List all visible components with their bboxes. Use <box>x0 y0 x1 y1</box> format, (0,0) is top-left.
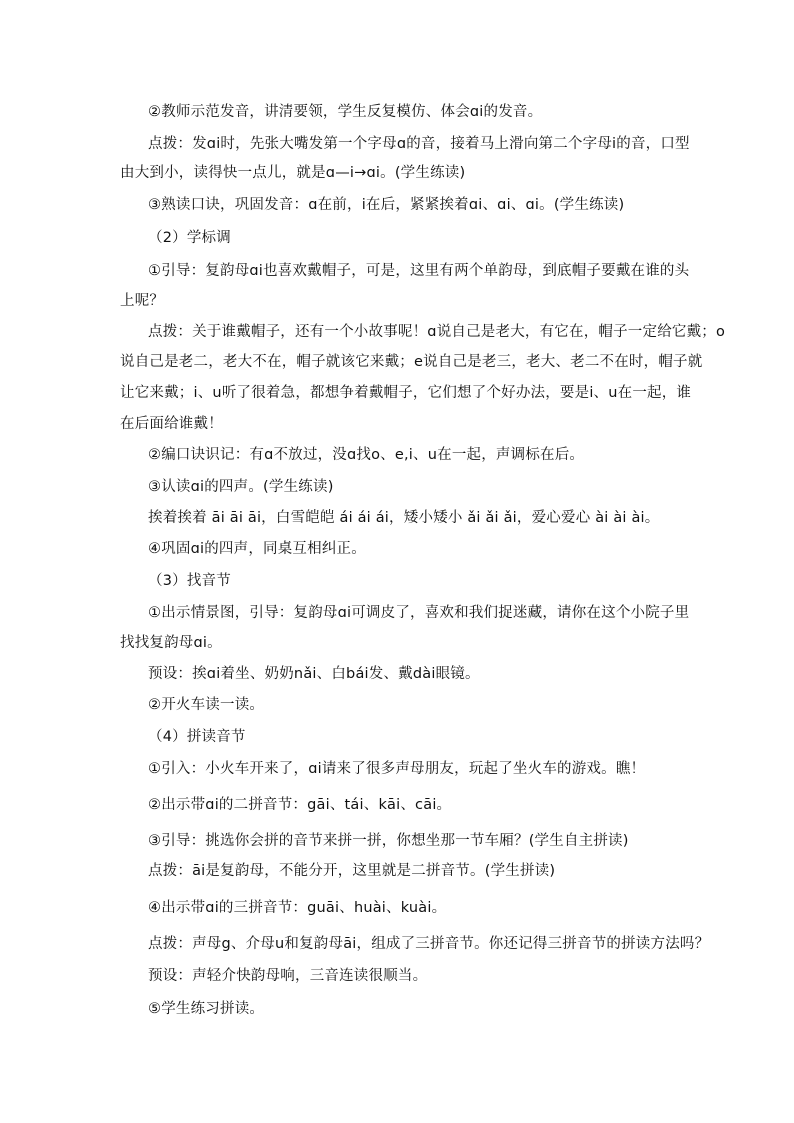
text-line: 预设：挨ɑi着坐、奶奶nǎi、白bái发、戴dài眼镜。 <box>148 666 480 682</box>
text-line: ①引导：复韵母ɑi也喜欢戴帽子，可是，这里有两个单韵母，到底帽子要戴在谁的头 <box>148 263 690 279</box>
text-line: 点拨：发ɑi时，先张大嘴发第一个字母ɑ的音，接着马上滑向第二个字母i的音，口型 <box>148 136 690 152</box>
text-line: 点拨：āi是复韵母，不能分开，这里就是二拼音节。(学生拼读) <box>148 863 556 879</box>
text-line: ①引入：小火车开来了，ɑi请来了很多声母朋友，玩起了坐火车的游戏。瞧！ <box>148 761 646 777</box>
section-heading: （3）找音节 <box>148 573 231 589</box>
section-heading: （4）拼读音节 <box>148 729 246 745</box>
text-line: ①出示情景图，引导：复韵母ɑi可调皮了，喜欢和我们捉迷藏，请你在这个小院子里 <box>148 605 690 621</box>
text-line: ②出示带ɑi的二拼音节：gāi、tái、kāi、cāi。 <box>148 797 452 813</box>
text-line: 点拨：关于谁戴帽子，还有一个小故事呢！ɑ说自己是老大，有它在，帽子一定给它戴；o <box>148 324 726 340</box>
text-line: 预设：声轻介快韵母响，三音连读很顺当。 <box>148 968 428 984</box>
text-line: 挨着挨着 āi āi āi，白雪皑皑 ái ái ái，矮小矮小 ǎi ǎi ǎi，爱心爱心 ài ài ài。 <box>148 510 660 526</box>
text-line: 说自己是老二，老大不在，帽子就该它来戴；e说自己是老三，老大、老二不在时，帽子就 <box>120 354 703 370</box>
section-heading: （2）学标调 <box>148 230 231 246</box>
text-line: ②开火车读一读。 <box>148 697 265 713</box>
text-line: 找找复韵母ɑi。 <box>120 635 222 651</box>
text-line: ⑤学生练习拼读。 <box>148 1001 265 1017</box>
text-line: 由大到小，读得快一点儿，就是ɑ—i→ɑi。(学生练读) <box>120 165 466 181</box>
text-line: ③熟读口诀，巩固发音：ɑ在前，i在后，紧紧挨着ɑi、ɑi、ɑi。(学生练读) <box>148 197 625 213</box>
text-line: 让它来戴；i、u听了很着急，都想争着戴帽子，它们想了个好办法，要是i、u在一起，谁 <box>120 385 692 401</box>
text-line: ②教师示范发音，讲清要领，学生反复模仿、体会ɑi的发音。 <box>148 104 543 120</box>
text-line: ③引导：挑选你会拼的音节来拼一拼，你想坐那一节车厢？(学生自主拼读) <box>148 833 629 849</box>
text-line: ③认读ɑi的四声。(学生练读) <box>148 479 334 495</box>
text-line: 在后面给谁戴！ <box>120 416 223 432</box>
text-line: ④出示带ɑi的三拼音节：guāi、huài、kuài。 <box>148 900 447 916</box>
text-line: 上呢？ <box>120 293 165 309</box>
text-line: ②编口诀识记：有ɑ不放过，没ɑ找o、e,i、u在一起，声调标在后。 <box>148 447 585 463</box>
text-line: ④巩固ɑi的四声，同桌互相纠正。 <box>148 541 366 557</box>
text-line: 点拨：声母g、介母u和复韵母āi，组成了三拼音节。你还记得三拼音节的拼读方法吗？ <box>148 936 710 952</box>
